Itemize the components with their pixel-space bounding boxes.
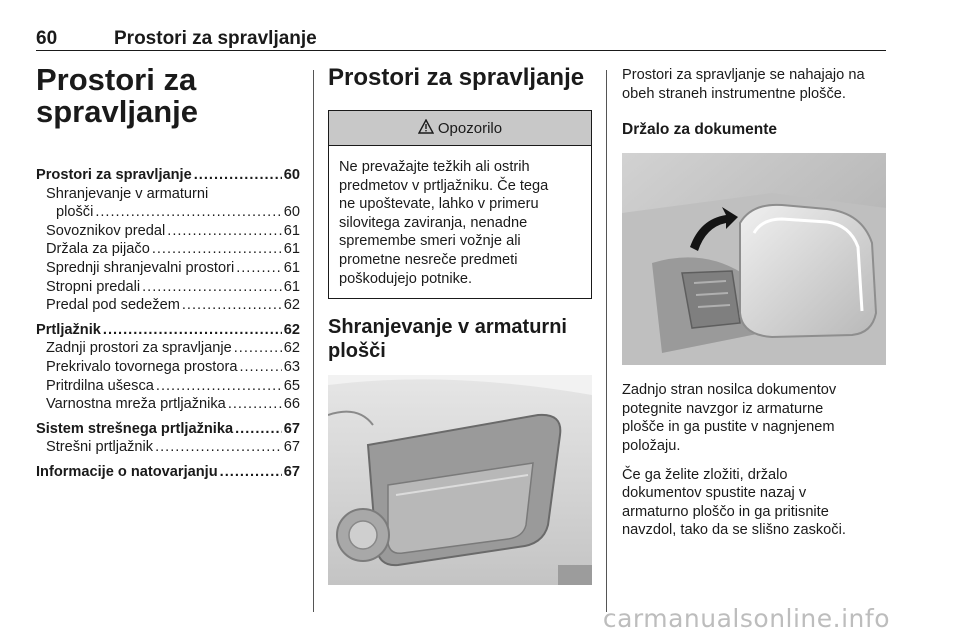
toc-entry-wrap[interactable]: Shranjevanje v armaturni	[46, 185, 209, 202]
warning-box	[328, 110, 592, 299]
table-of-contents	[36, 166, 300, 482]
toc-entry[interactable]: Prostori za spravljanje ..... 60	[36, 166, 300, 185]
toc-entry[interactable]: Držala za pijačo ..... 61	[36, 240, 300, 259]
paragraph-pull-up: Zadnjo stran nosilca dokumentov potegnite navzgor iz armaturne plošče in ga pustite v nagnjenem položaju.	[622, 382, 837, 454]
page-header	[36, 28, 886, 51]
toc-entry[interactable]: plošči ..... 60	[36, 203, 300, 222]
right-column	[622, 66, 886, 550]
document-holder-photo	[622, 153, 886, 365]
toc-entry[interactable]: Sistem strešnega prtljažnika ..... 67	[36, 420, 300, 439]
watermark: carmanualsonline.info	[602, 604, 890, 633]
toc-entry[interactable]: Sprednji shranjevalni prostori ..... 61	[36, 259, 300, 278]
column-divider-1	[313, 70, 314, 612]
toc-entry[interactable]: Sovoznikov predal ..... 61	[36, 222, 300, 241]
page-number: 60	[36, 28, 58, 49]
toc-entry[interactable]: Prekrivalo tovornega prostora ..... 63	[36, 358, 300, 377]
toc-entry[interactable]: Prtljažnik ..... 62	[36, 321, 300, 340]
toc-entry[interactable]: Varnostna mreža prtljažnika ..... 66	[36, 395, 300, 414]
running-title: Prostori za spravljanje	[114, 28, 317, 49]
toc-entry[interactable]: Stropni predali ..... 61	[36, 278, 300, 297]
chapter-title: Prostori za spravljanje	[36, 62, 198, 129]
warning-heading: Opozorilo	[437, 119, 503, 137]
section-title: Prostori za spravljanje	[328, 64, 585, 91]
warning-header	[329, 111, 591, 146]
chapter-toc-column	[36, 64, 300, 482]
toc-entry[interactable]: Informacije o natovarjanju ..... 67	[36, 463, 300, 482]
toc-entry[interactable]: Pritrdilna ušesca ..... 65	[36, 377, 300, 396]
dashboard-storage-photo	[328, 375, 592, 585]
intro-paragraph: Prostori za spravljanje se nahajajo na obeh straneh instrumentne plošče.	[622, 67, 865, 102]
toc-entry[interactable]: Zadnji prostori za spravljanje ..... 62	[36, 339, 300, 358]
toc-entry[interactable]: Predal pod sedežem ..... 62	[36, 296, 300, 315]
paragraph-fold-down: Če ga želite zložiti, držalo dokumentov spustite nazaj v armaturno ploščo in ga pritisnite navzdol, tako da se slišno zaskoči.	[622, 466, 846, 539]
document-holder-heading: Držalo za dokumente	[622, 121, 778, 139]
warning-text: Ne prevažajte težkih ali ostrih predmetov v prtljažniku. Če tega ne upoštevate, lahko v primeru silovitega zaviranja, nenadne spremembe smeri vožnje ali prometne nesreče predmeti poškodujejo potnike.	[339, 159, 549, 287]
column-divider-2	[606, 70, 607, 612]
subsection-title: Shranjevanje v armaturni plošči	[328, 316, 567, 363]
section-column	[328, 64, 592, 585]
warning-triangle-icon	[418, 119, 434, 138]
toc-entry[interactable]: Strešni prtljažnik ..... 67	[36, 438, 300, 457]
